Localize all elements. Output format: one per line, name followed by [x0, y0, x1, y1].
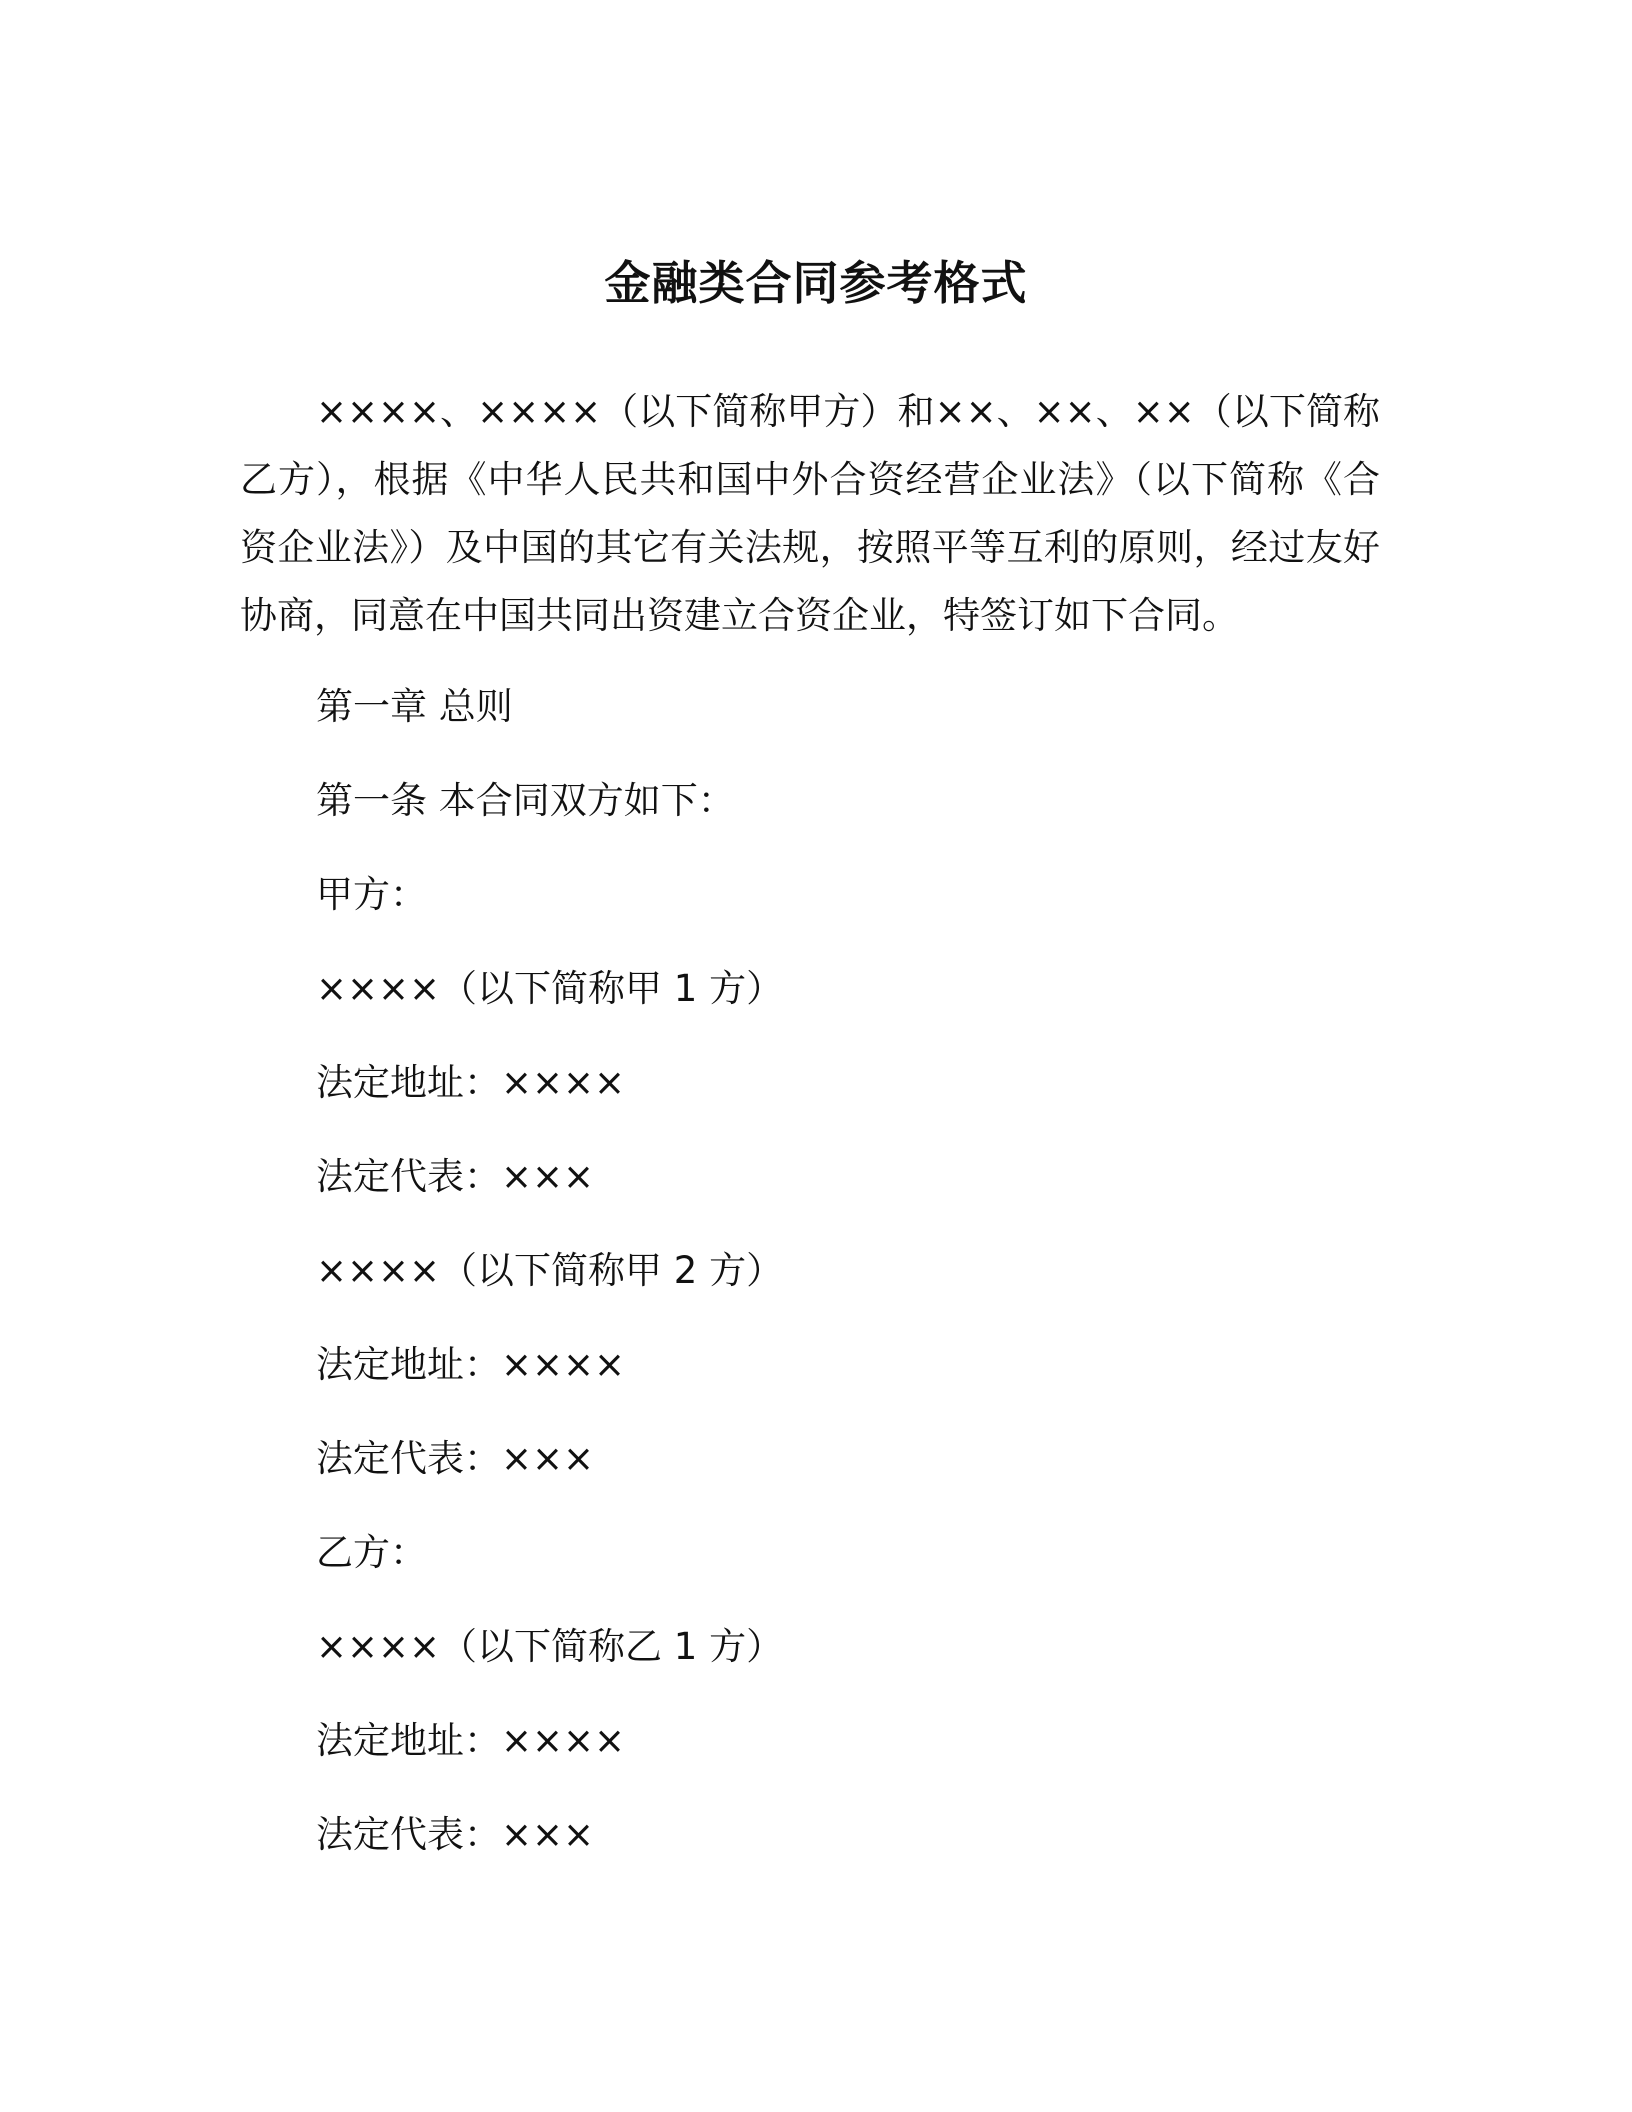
party-a-label: 甲方： — [316, 873, 427, 916]
article-heading: 第一条 本合同双方如下： — [316, 779, 735, 822]
party-b1-name: ××××（以下简称乙 1 方） — [316, 1625, 784, 1668]
party-b-label: 乙方： — [316, 1531, 427, 1574]
chapter-heading: 第一章 总则 — [316, 685, 513, 728]
party-a2-address: 法定地址：×××× — [316, 1343, 626, 1386]
party-b1-representative: 法定代表：××× — [316, 1813, 595, 1856]
intro-paragraph: ××××、××××（以下简称甲方）和××、××、××（以下简称乙方），根据《中华人民共和国中外合资经营企业法》（以下简称《合资企业法》）及中国的其它有关法规，按照平等互利的原则，经过友好协商，同意在中国共同出资建立合资企业，特签订如下合同。 — [240, 390, 1380, 637]
party-a1-representative: 法定代表：××× — [316, 1155, 595, 1198]
party-a1-address: 法定地址：×××× — [316, 1061, 626, 1104]
party-a2-representative: 法定代表：××× — [316, 1437, 595, 1480]
party-a1-name: ××××（以下简称甲 1 方） — [316, 967, 784, 1010]
party-a2-name: ××××（以下简称甲 2 方） — [316, 1249, 784, 1292]
document-title: 金融类合同参考格式 — [604, 255, 1028, 310]
party-b1-address: 法定地址：×××× — [316, 1719, 626, 1762]
